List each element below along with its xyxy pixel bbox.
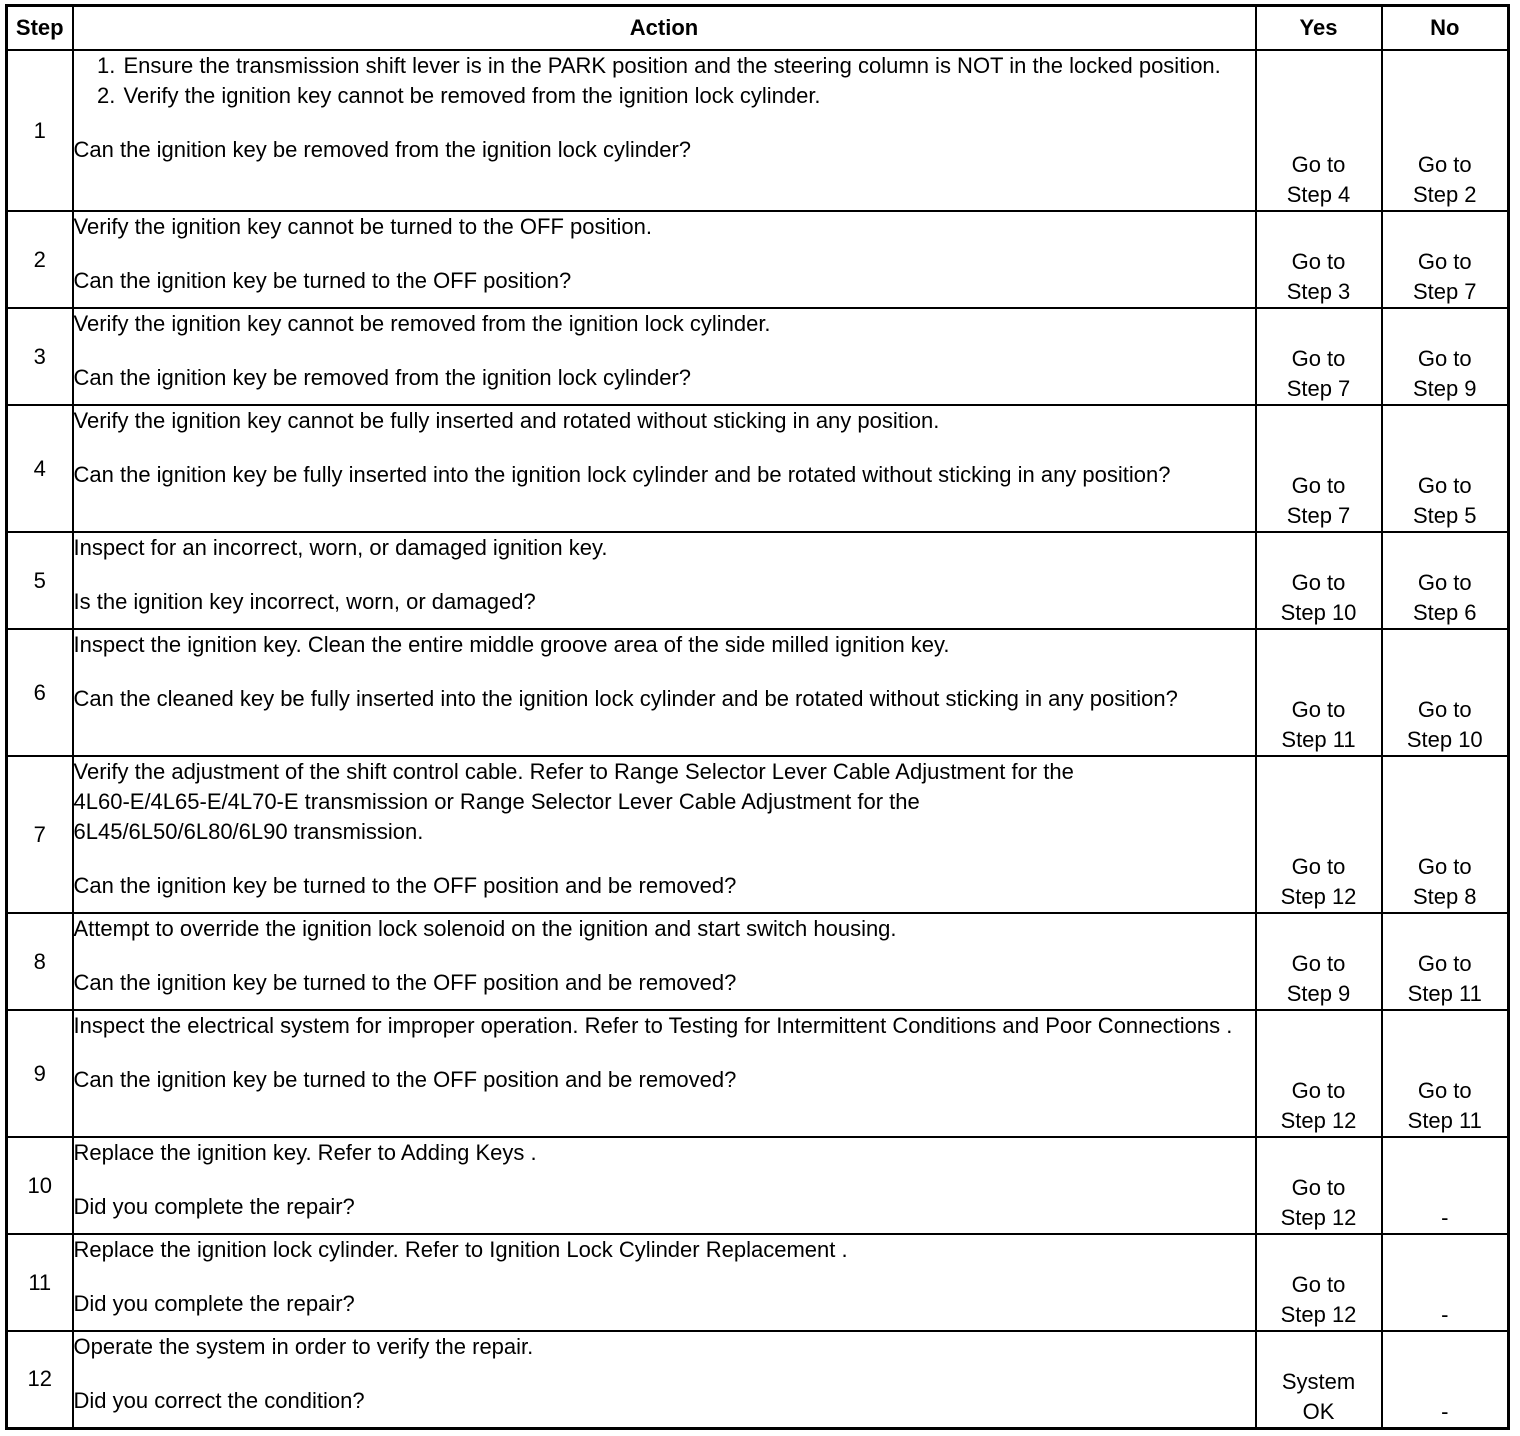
action-cell — [73, 913, 1256, 1010]
no-result — [1382, 211, 1509, 308]
step-number: 11 — [7, 1234, 73, 1331]
diagnostic-table — [5, 4, 1510, 1430]
yes-result-line: Step 12 — [1280, 1108, 1357, 1133]
no-result-line: Go to — [1417, 473, 1472, 498]
no-result-line: - — [1441, 1302, 1449, 1327]
yes-result-line: Go to — [1291, 152, 1346, 177]
table-row — [7, 629, 1509, 756]
yes-result — [1256, 1010, 1382, 1137]
no-result — [1382, 1331, 1509, 1428]
action-instruction-line: 4L60-E/4L65-E/4L70-E transmission or Range Selector Lever Cable Adjustment for the — [73, 789, 920, 814]
action-cell — [73, 405, 1256, 532]
action-instruction: Inspect for an incorrect, worn, or damaged ignition key. — [73, 535, 608, 560]
action-cell — [73, 629, 1256, 756]
substep-list — [74, 51, 1255, 111]
step-number: 4 — [7, 405, 73, 532]
action-cell — [73, 532, 1256, 629]
no-result-line: Go to — [1417, 951, 1472, 976]
substep-item: 2. Verify the ignition key cannot be removed from the ignition lock cylinder. — [122, 81, 1255, 111]
no-result-line: Go to — [1417, 570, 1472, 595]
no-result-line: Step 11 — [1407, 1108, 1482, 1133]
step-number: 10 — [7, 1137, 73, 1234]
no-result-line: Step 5 — [1412, 503, 1477, 528]
action-instruction: Replace the ignition key. Refer to Adding Keys . — [73, 1140, 537, 1165]
substep-item: 1. Ensure the transmission shift lever is in the PARK position and the steering column is NOT in the locked position. — [122, 51, 1255, 81]
action-cell — [73, 308, 1256, 405]
no-result-line: Step 11 — [1407, 981, 1482, 1006]
no-result-line: Step 9 — [1412, 376, 1477, 401]
yes-result — [1256, 756, 1382, 913]
yes-result-line: Go to — [1291, 951, 1346, 976]
yes-result-line: Step 12 — [1280, 1302, 1357, 1327]
action-cell — [73, 50, 1256, 211]
no-result-line: Go to — [1417, 697, 1472, 722]
action-question: Can the ignition key be turned to the OFF position? — [73, 268, 572, 293]
action-question: Can the ignition key be turned to the OFF position and be removed? — [73, 873, 737, 898]
action-question: Did you correct the condition? — [73, 1388, 365, 1413]
no-result-line: Go to — [1417, 1078, 1472, 1103]
yes-result — [1256, 405, 1382, 532]
action-instruction-line: Verify the adjustment of the shift control cable. Refer to Range Selector Lever Cable Adjustment for the — [73, 759, 1074, 784]
yes-result-line: Step 10 — [1280, 600, 1357, 625]
table-row — [7, 308, 1509, 405]
yes-result-line: Go to — [1291, 1272, 1346, 1297]
yes-result-line: Go to — [1291, 697, 1346, 722]
table-row — [7, 1010, 1509, 1137]
no-result-line: Step 6 — [1412, 600, 1477, 625]
yes-result-line: Step 9 — [1286, 981, 1351, 1006]
no-result-line: Step 2 — [1412, 182, 1477, 207]
action-instruction: Inspect the ignition key. Clean the entire middle groove area of the side milled ignition key. — [73, 632, 950, 657]
no-result — [1382, 50, 1509, 211]
step-number: 3 — [7, 308, 73, 405]
no-result-line: Go to — [1417, 346, 1472, 371]
yes-result-line: Step 7 — [1286, 376, 1351, 401]
action-instruction: Verify the ignition key cannot be fully inserted and rotated without sticking in any position. — [73, 408, 940, 433]
yes-result — [1256, 913, 1382, 1010]
step-number: 6 — [7, 629, 73, 756]
yes-result-line: Go to — [1291, 854, 1346, 879]
action-question: Can the ignition key be removed from the ignition lock cylinder? — [73, 137, 692, 162]
no-result — [1382, 756, 1509, 913]
action-instruction-line: 6L45/6L50/6L80/6L90 transmission. — [73, 819, 424, 844]
action-cell — [73, 1234, 1256, 1331]
action-question: Can the cleaned key be fully inserted into the ignition lock cylinder and be rotated without sticking in any position? — [73, 686, 1178, 711]
yes-result-line: Go to — [1291, 473, 1346, 498]
table-row — [7, 1234, 1509, 1331]
step-number: 1 — [7, 50, 73, 211]
action-instruction: Verify the ignition key cannot be removed from the ignition lock cylinder. — [73, 311, 771, 336]
header-row — [7, 6, 1509, 51]
action-question: Can the ignition key be turned to the OFF position and be removed? — [73, 1067, 737, 1092]
table-row — [7, 50, 1509, 211]
yes-result — [1256, 50, 1382, 211]
no-result-line: Go to — [1417, 854, 1472, 879]
yes-result-line: Go to — [1291, 570, 1346, 595]
yes-result-line: Step 3 — [1286, 279, 1351, 304]
table-row — [7, 211, 1509, 308]
action-question: Did you complete the repair? — [73, 1194, 355, 1219]
table-row — [7, 913, 1509, 1010]
yes-result-line: System — [1281, 1368, 1356, 1394]
yes-result-line: Step 4 — [1286, 182, 1351, 207]
step-number: 2 — [7, 211, 73, 308]
action-instruction: Replace the ignition lock cylinder. Refer to Ignition Lock Cylinder Replacement . — [73, 1237, 848, 1262]
table-row — [7, 1137, 1509, 1234]
yes-result — [1256, 629, 1382, 756]
action-question: Can the ignition key be fully inserted into the ignition lock cylinder and be rotated without sticking in any position? — [73, 462, 1171, 487]
yes-result — [1256, 532, 1382, 629]
no-result — [1382, 308, 1509, 405]
step-number: 12 — [7, 1331, 73, 1428]
yes-result-line: OK — [1302, 1398, 1335, 1424]
yes-result-line: Step 12 — [1280, 1205, 1357, 1230]
no-result — [1382, 405, 1509, 532]
no-result-line: - — [1441, 1205, 1449, 1230]
yes-result — [1256, 308, 1382, 405]
action-cell — [73, 211, 1256, 308]
table-row — [7, 532, 1509, 629]
step-number: 8 — [7, 913, 73, 1010]
yes-result-line: Go to — [1291, 346, 1346, 371]
action-instruction: Inspect the electrical system for improper operation. Refer to Testing for Intermittent Conditions and Poor Connections . — [73, 1013, 1233, 1038]
no-result-line: Step 7 — [1412, 279, 1477, 304]
action-cell — [73, 1331, 1256, 1428]
action-question: Can the ignition key be removed from the ignition lock cylinder? — [73, 365, 692, 390]
yes-result-line: Step 11 — [1281, 727, 1356, 752]
action-instruction: Operate the system in order to verify the repair. — [73, 1334, 534, 1359]
action-question: Is the ignition key incorrect, worn, or damaged? — [73, 589, 536, 614]
yes-result — [1256, 211, 1382, 308]
action-instruction: Attempt to override the ignition lock solenoid on the ignition and start switch housing. — [73, 916, 897, 941]
yes-result — [1256, 1331, 1382, 1428]
action-cell — [73, 1010, 1256, 1137]
yes-result — [1256, 1234, 1382, 1331]
table-row — [7, 756, 1509, 913]
no-result — [1382, 1137, 1509, 1234]
table-row — [7, 405, 1509, 532]
step-number: 7 — [7, 756, 73, 913]
action-cell — [73, 756, 1256, 913]
action-question: Did you complete the repair? — [73, 1291, 355, 1316]
table-row — [7, 1331, 1509, 1428]
header-no: No — [1382, 6, 1509, 51]
no-result — [1382, 1234, 1509, 1331]
yes-result-line: Go to — [1291, 1175, 1346, 1200]
step-number: 9 — [7, 1010, 73, 1137]
no-result — [1382, 629, 1509, 756]
yes-result-line: Go to — [1291, 249, 1346, 274]
action-instruction: Verify the ignition key cannot be turned to the OFF position. — [73, 214, 652, 239]
yes-result — [1256, 1137, 1382, 1234]
no-result-line: Go to — [1417, 249, 1472, 274]
no-result — [1382, 532, 1509, 629]
yes-result-line: Step 7 — [1286, 503, 1351, 528]
no-result-line: Step 10 — [1406, 727, 1483, 752]
step-number: 5 — [7, 532, 73, 629]
header-action: Action — [73, 6, 1256, 51]
no-result-line: Step 8 — [1412, 884, 1477, 909]
yes-result-line: Step 12 — [1280, 884, 1357, 909]
yes-result-line: Go to — [1291, 1078, 1346, 1103]
no-result — [1382, 913, 1509, 1010]
header-yes: Yes — [1256, 6, 1382, 51]
header-step: Step — [7, 6, 73, 51]
no-result — [1382, 1010, 1509, 1137]
action-question: Can the ignition key be turned to the OFF position and be removed? — [73, 970, 737, 995]
no-result-line: - — [1441, 1398, 1449, 1424]
table-body — [7, 50, 1509, 1428]
action-cell — [73, 1137, 1256, 1234]
no-result-line: Go to — [1417, 152, 1472, 177]
